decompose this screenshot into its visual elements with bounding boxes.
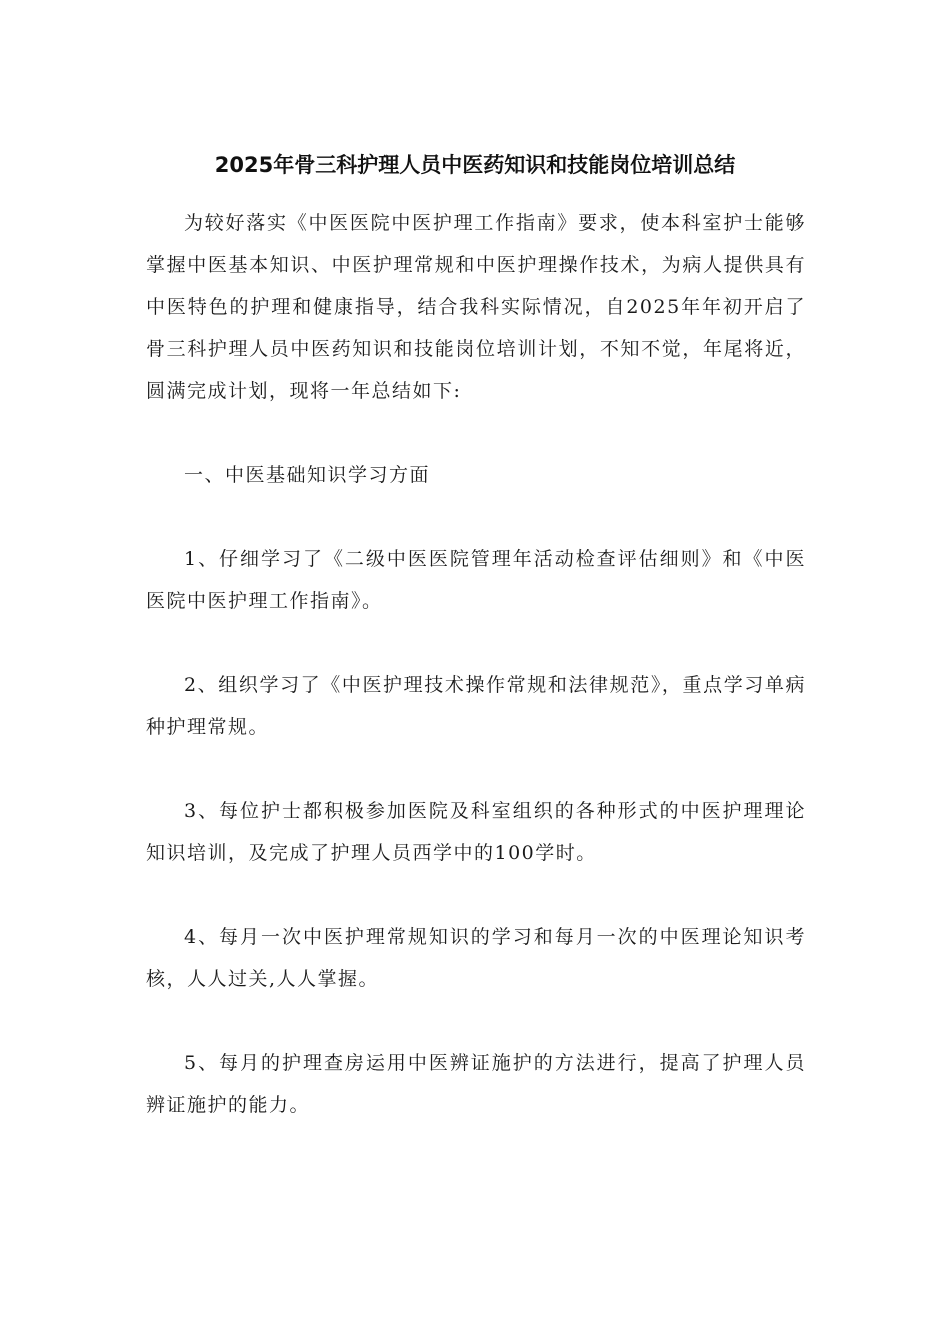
list-item-3: 3、每位护士都积极参加医院及科室组织的各种形式的中医护理理论知识培训，及完成了护理人员西学中的100学时。 <box>146 800 806 864</box>
list-item-2: 2、组织学习了《中医护理技术操作常规和法律规范》，重点学习单病种护理常规。 <box>146 674 806 738</box>
list-item-1: 1、仔细学习了《二级中医医院管理年活动检查评估细则》和《中医医院中医护理工作指南》。 <box>146 548 806 612</box>
list-item-4: 4、每月一次中医护理常规知识的学习和每月一次的中医理论知识考核，人人过关,人人掌握。 <box>146 926 806 990</box>
list-item-5: 5、每月的护理查房运用中医辨证施护的方法进行，提高了护理人员辨证施护的能力。 <box>146 1052 806 1116</box>
document-title: 2025年骨三科护理人员中医药知识和技能岗位培训总结 <box>214 153 736 178</box>
intro-paragraph: 为较好落实《中医医院中医护理工作指南》要求，使本科室护士能够掌握中医基本知识、中医护理常规和中医护理操作技术，为病人提供具有中医特色的护理和健康指导，结合我科实际情况，自2025年年初开启了骨三科护理人员中医药知识和技能岗位培训计划，不知不觉，年尾将近，圆满完成计划，现将一年总结如下: <box>146 212 806 402</box>
section-heading: 一、中医基础知识学习方面 <box>184 464 431 486</box>
document-body <box>146 202 806 1126</box>
